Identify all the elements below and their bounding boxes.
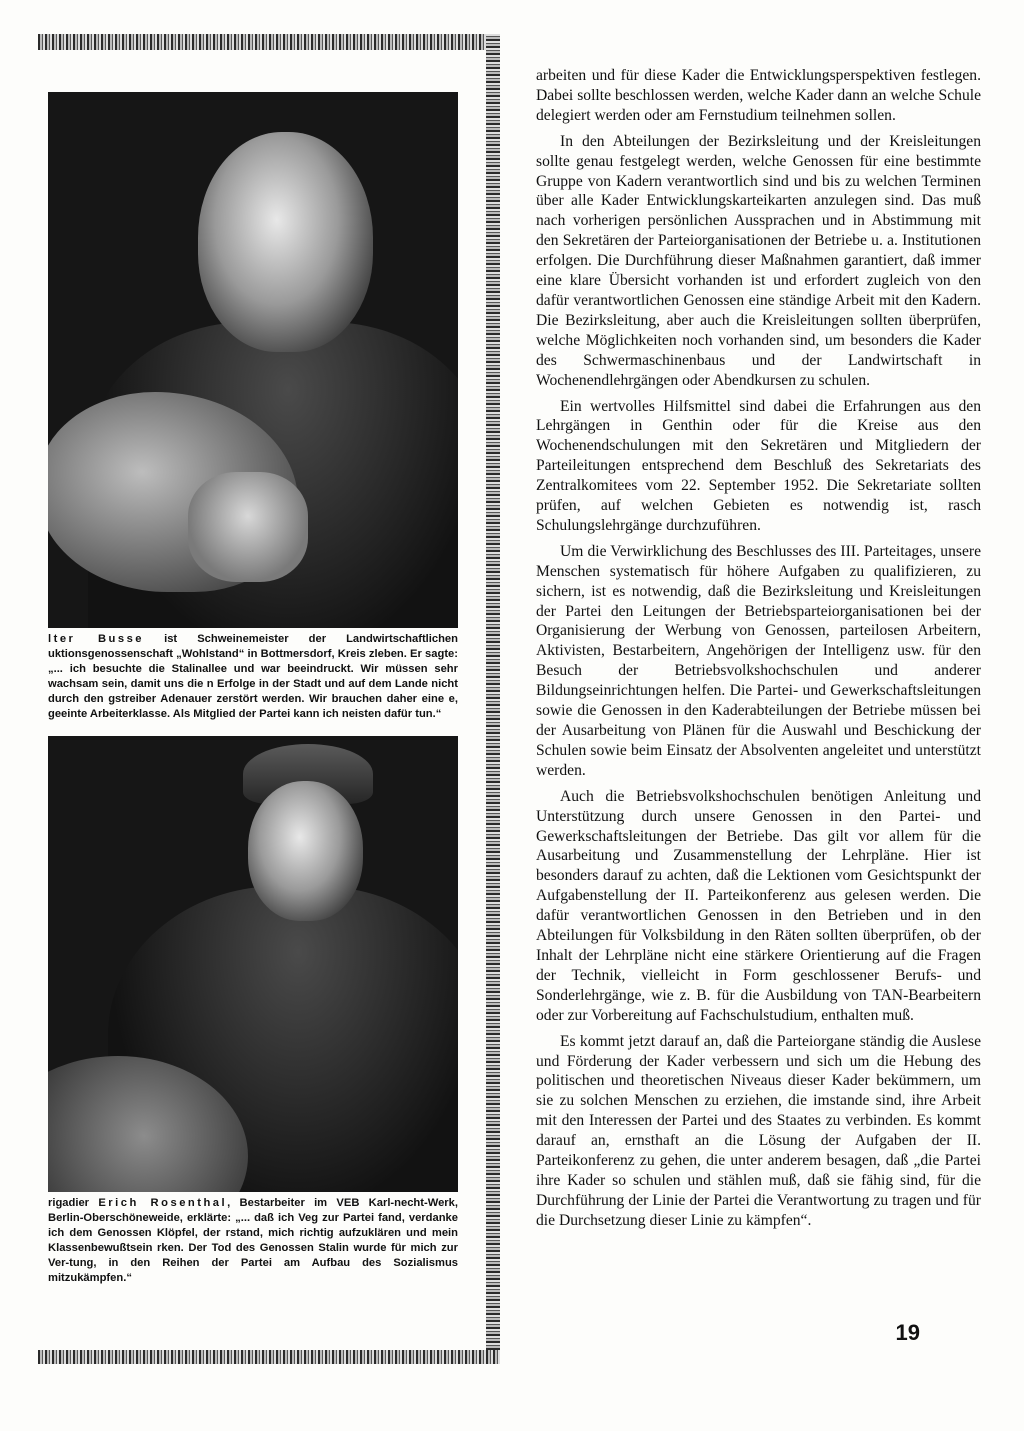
- ornamental-border-right: [486, 34, 500, 1364]
- paragraph: Ein wertvolles Hilfsmittel sind dabei die Erfahrungen aus den Lehrgängen in Genthin oder für die Kreise aus den Wochenendschulungen mit den Sekretären und Mitgliedern der Parteileitungen entsprechend dem Beschluß des Sekretariats des Zentralkomitees vom 22. September 1952. Die Sekretariate sollten prüfen, auf welchen Gebieten es notwendig ist, rasch Schulungslehrgänge durchzuführen.: [536, 397, 981, 534]
- paragraph: Auch die Betriebsvolkshochschulen benötigen Anleitung und Unterstützung durch unsere Genossen in den Partei- und Gewerkschaftsleitungen der Betriebe. Das gilt vor allem für die Ausarbeitung und Zusammenstellung der Lehrpläne. Hier ist besonders darauf zu achten, daß die Lektionen vom Gesichtspunkt der Aufgabenstellung der II. Parteikonferenz aus gelesen werden. Die dafür verantwortlichen Genossen in den Betrieben und in den Abteilungen für Volksbildung in den Räten sollten überprüfen, ob der Inhalt der Lehrpläne nicht eine stärkere Orientierung auf die Fragen der Technik, vielleicht in Form geschlossener Berufs- und Sonderlehrgänge, wie z. B. für die Ausbildung von TAN-Bearbeitern oder zur Vorbereitung auf Fachschulstudium, enthalten muß.: [536, 787, 981, 1024]
- photo-worker: [48, 736, 458, 1192]
- paragraph: Um die Verwirklichung des Beschlusses des III. Parteitages, unsere Menschen systematisch für höhere Aufgaben zu qualifizieren, zu sichern, ist es notwendig, daß die Bezirksleitung und Kreisleitungen der Partei den Leitungen der Betriebsparteiorganisationen bei der Organisierung der Werbung von Genossen, parteilosen Arbeitern, Aktivisten, Bestarbeitern, Angehörigen der Intelligenz usw. für den Besuch der Betriebsvolkshochschulen und anderer Bildungseinrichtungen helfen. Die Partei- und Gewerkschaftsleitungen sowie die Genossen in den Kaderabteilungen der Betriebe müssen bei der Ausarbeitung von Plänen für die Auswahl und Beschickung der Schulen sowie beim Einsatz der Absolventen angeleitet und unterstützt werden.: [536, 542, 981, 779]
- article-text-column: [536, 66, 981, 1237]
- caption-2-name: Erich Rosenthal: [98, 1197, 228, 1209]
- caption-1-name: lter Busse: [48, 633, 145, 645]
- caption-1-text: ist Schweinemeister der Landwirtschaftlichen uktionsgenossenschaft „Wohlstand“ in Bottmersdorf, Kreis zleben. Er sagte: „... ich besuchte die Stalinallee und war beeindruckt. Wir müssen sehr wachsam sein, damit uns die n Erfolge in der Stadt und auf dem Lande nicht durch den gstreiber Adenauer zerstört werden. Wir brauchen daher eine e, geeinte Arbeiterklasse. Als Mitglied der Partei kann ich neisten dafür tun.“: [48, 633, 458, 720]
- paragraph: In den Abteilungen der Bezirksleitung und der Kreisleitungen sollte genau festgelegt werden, welche Genossen für eine bestimmte Gruppe von Kadern verantwortlich sind und bis zu welchen Terminen über alle Kader Entwicklungskarteikarten anzulegen sind. Das muß nach vorherigen persönlichen Aussprachen und in Abstimmung mit den Sekretären der Parteiorganisationen der Betriebe u. a. Institutionen erfolgen. Die Durchführung dieser Maßnahmen garantiert, daß immer eine klare Übersicht vorhanden ist und erfordert zugleich von den dafür verantwortlichen Genossen eine ständige Arbeit mit den Kadern. Die Bezirksleitung, aber auch die Kreisleitungen sollten überprüfen, welche Möglichkeiten noch vorhanden sind, um besonders die Kader des Schwermaschinenbaus und der Landwirtschaft in Wochenendlehrgängen oder Abendkursen zu schulen.: [536, 132, 981, 389]
- photo-caption-1: [48, 632, 458, 722]
- ornamental-border-top: [38, 34, 500, 50]
- page-number: 19: [895, 1320, 920, 1345]
- ornamental-border-bottom: [38, 1350, 500, 1364]
- paragraph: arbeiten und für diese Kader die Entwicklungsperspektiven festlegen. Dabei sollte beschlossen werden, welche Kader dann an welche Schule delegiert werden oder am Fernstudium teilnehmen sollen.: [536, 67, 981, 124]
- photo-caption-2: [48, 1196, 458, 1286]
- paragraph: Es kommt jetzt darauf an, daß die Parteiorgane ständig die Auslese und Förderung der Kader verbessern und sich um die Hebung des politischen und theoretischen Niveaus dieser Kader bekümmern, um sie zu solchen Menschen zu erziehen, die imstande sind, ihre Arbeit mit den Interessen der Partei und des Staates zu verbinden. Es kommt darauf an, ernsthaft an die Lösung der Aufgaben der II. Parteikonferenz zu gehen, die unter anderem besagen, daß „die Partei ihre Kader so schulen und stählen muß, daß sie fähig sind, für die Durchführung der Linie der Partei die Verantwortung zu tragen und für die Durchsetzung dieser Linie zu kämpfen“.: [536, 1032, 981, 1229]
- photo-pig-farmer: [48, 92, 458, 628]
- caption-2-text: , Bestarbeiter im VEB Karl-necht-Werk, Berlin-Oberschöneweide, erklärte: „... daß ich Veg zur Partei fand, verdanke ich dem Genossen Klöpfel, der rstand, mich richtig aufzuklären und mein Klassenbewußtsein rken. Der Tod des Genossen Stalin wurde für mich zur Ver-tung, in den Reihen der Partei am Aufbau des Sozialismus mitzukämpfen.“: [48, 1197, 458, 1284]
- photo-sidebar: [38, 34, 500, 1364]
- caption-2-prefix: rigadier: [48, 1197, 99, 1209]
